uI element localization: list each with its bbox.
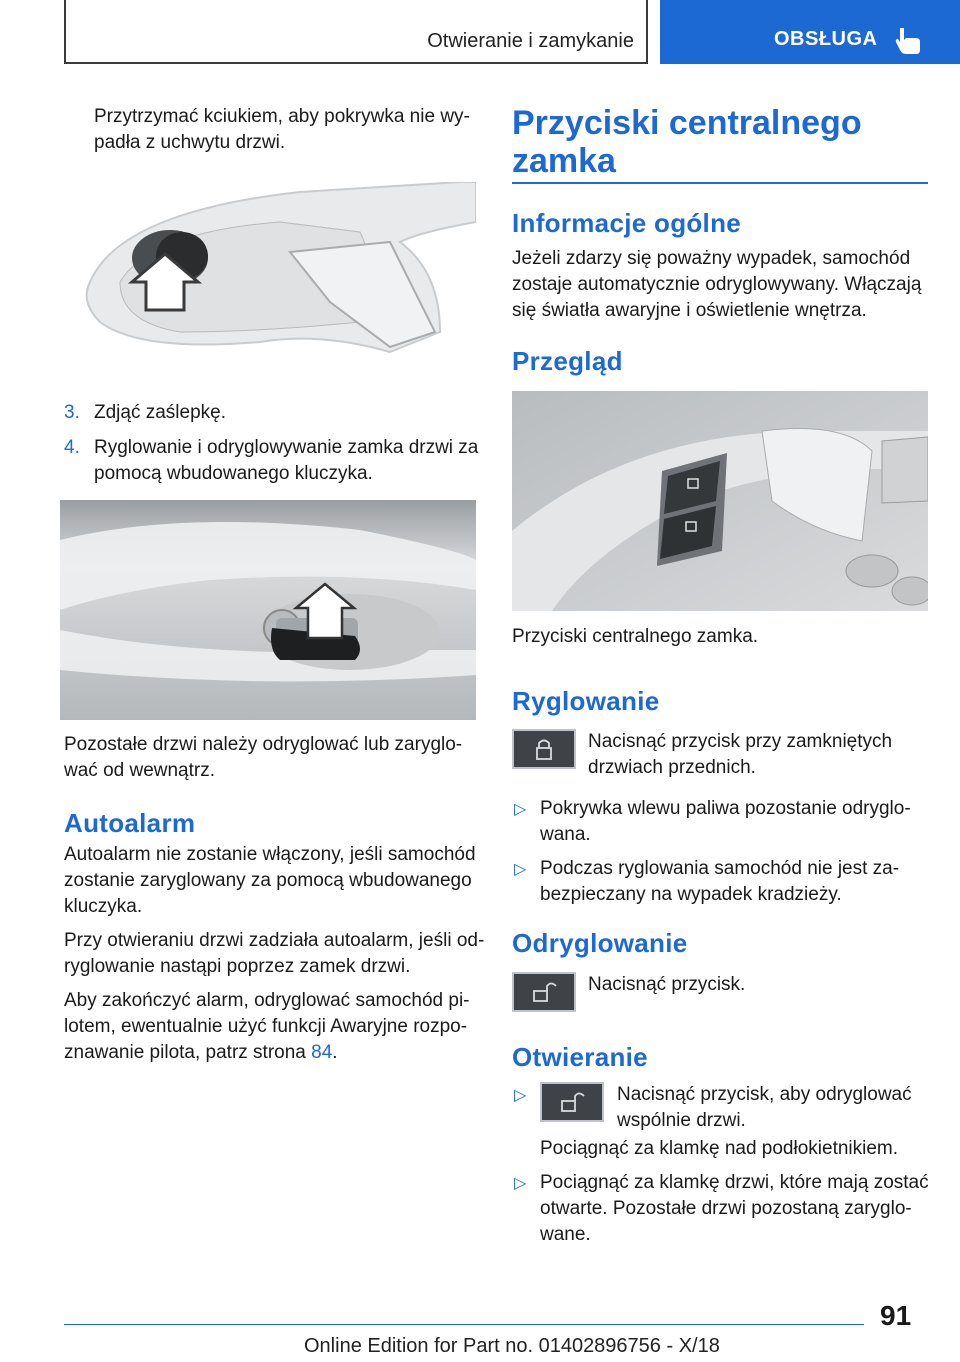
footer-edition: Online Edition for Part no. 01402896756 - X/18 <box>304 1335 720 1357</box>
overview-caption: Przyciski centralnego zamka. <box>512 626 759 647</box>
text-line: Aby zakończyć alarm, odryglować samochód pi- <box>64 990 470 1011</box>
triangle-bullet-icon: ▷ <box>514 861 527 878</box>
text-line: zostaje automatycznie odryglowywany. Włączają <box>512 274 922 295</box>
after-image-paragraph <box>64 732 484 784</box>
intro-line: padła z uchwytu drzwi. <box>94 132 286 153</box>
list-item <box>64 435 484 487</box>
unlock-icon <box>512 972 576 1012</box>
title-rule <box>512 182 928 184</box>
step-text: Ryglowanie i odryglowywanie zamka drzwi za <box>94 437 479 458</box>
text-line: Nacisnąć przycisk, aby odryglować <box>617 1084 912 1105</box>
list-item <box>512 796 932 848</box>
bullet-text: otwarte. Pozostałe drzwi pozostaną zaryglo- <box>540 1198 912 1219</box>
text-line: lotem, ewentualnie użyć funkcji Awaryjne rozpo- <box>64 1016 468 1037</box>
step-text: pomocą wbudowanego kluczyka. <box>94 463 373 484</box>
list-item <box>64 400 484 426</box>
bullet-text: Pokrywka wlewu paliwa pozostanie odryglo- <box>540 798 911 819</box>
autoalarm-paragraph-1 <box>64 842 484 920</box>
pointing-hand-icon <box>894 26 922 56</box>
unlock-icon <box>540 1082 604 1122</box>
text-line: Nacisnąć przycisk przy zamkniętych <box>588 731 893 752</box>
bullet-text: wana. <box>540 824 591 845</box>
page-title <box>512 104 932 180</box>
info-heading: Informacje ogólne <box>512 208 742 238</box>
step-number: 4. <box>64 437 80 458</box>
text-line: Przy otwieraniu drzwi zadziała autoalarm, jeśli od- <box>64 930 485 951</box>
triangle-bullet-icon: ▷ <box>514 1175 527 1192</box>
door-key-lock-image <box>60 500 476 720</box>
header-section-box <box>64 0 648 64</box>
central-lock-buttons-image <box>512 391 928 611</box>
opening-bullet-1-text <box>617 1082 937 1134</box>
door-handle-cap-image <box>60 182 476 358</box>
autoalarm-paragraph-3 <box>64 988 484 1066</box>
title-line: zamka <box>512 142 616 180</box>
triangle-bullet-icon: ▷ <box>514 801 527 818</box>
opening-bullet-1-continuation: Pociągnąć za klamkę nad podłokietnikiem. <box>540 1138 899 1159</box>
autoalarm-heading: Autoalarm <box>64 808 196 838</box>
title-line: Przyciski centralnego <box>512 104 862 142</box>
text-line <box>64 1040 484 1066</box>
step-number: 3. <box>64 402 80 423</box>
opening-heading: Otwieranie <box>512 1042 648 1072</box>
text-line: Pozostałe drzwi należy odryglować lub zaryglo- <box>64 734 463 755</box>
intro-paragraph <box>94 104 484 156</box>
bullet-text: wane. <box>540 1224 591 1245</box>
text-line: wać od wewnątrz. <box>64 760 216 781</box>
text-line: zostanie zaryglowany za pomocą wbudowanego <box>64 870 472 891</box>
page-reference-link[interactable]: 84 <box>311 1042 333 1063</box>
bullet-text: bezpieczany na wypadek kradzieży. <box>540 884 842 905</box>
text-line: wspólnie drzwi. <box>617 1110 746 1131</box>
locking-text <box>588 729 928 781</box>
intro-line: Przytrzymać kciukiem, aby pokrywka nie wy- <box>94 106 470 127</box>
header-chapter-tab[interactable] <box>660 0 960 64</box>
text-segment: znawanie pilota, patrz strona <box>64 1042 312 1063</box>
autoalarm-paragraph-2 <box>64 928 484 980</box>
footer-rule <box>64 1324 864 1325</box>
lock-icon <box>512 729 576 769</box>
text-line: drzwiach przednich. <box>588 757 756 778</box>
unlocking-text: Nacisnąć przycisk. <box>588 974 746 995</box>
info-paragraph <box>512 246 932 324</box>
list-item <box>512 856 932 908</box>
steps-list <box>64 400 484 487</box>
locking-bullets <box>512 796 932 908</box>
text-line: Autoalarm nie zostanie włączony, jeśli samochód <box>64 844 476 865</box>
header-section-title: Otwieranie i zamykanie <box>427 30 634 52</box>
unlocking-heading: Odryglowanie <box>512 928 688 958</box>
locking-heading: Ryglowanie <box>512 686 660 716</box>
chapter-tab-label: OBSŁUGA <box>774 28 878 50</box>
bullet-text: Podczas ryglowania samochód nie jest za- <box>540 858 900 879</box>
text-line: kluczyka. <box>64 896 143 917</box>
text-line: Jeżeli zdarzy się poważny wypadek, samochód <box>512 248 911 269</box>
text-line: się światła awaryjne i oświetlenie wnętrza. <box>512 300 867 321</box>
bullet-text: Pociągnąć za klamkę drzwi, które mają zostać <box>540 1172 929 1193</box>
triangle-bullet-icon: ▷ <box>514 1087 527 1104</box>
text-segment: . <box>332 1042 338 1063</box>
text-line: ryglowanie nastąpi poprzez zamek drzwi. <box>64 956 411 977</box>
overview-heading: Przegląd <box>512 346 623 376</box>
step-text: Zdjąć zaślepkę. <box>94 402 227 423</box>
page-number: 91 <box>880 1300 912 1331</box>
